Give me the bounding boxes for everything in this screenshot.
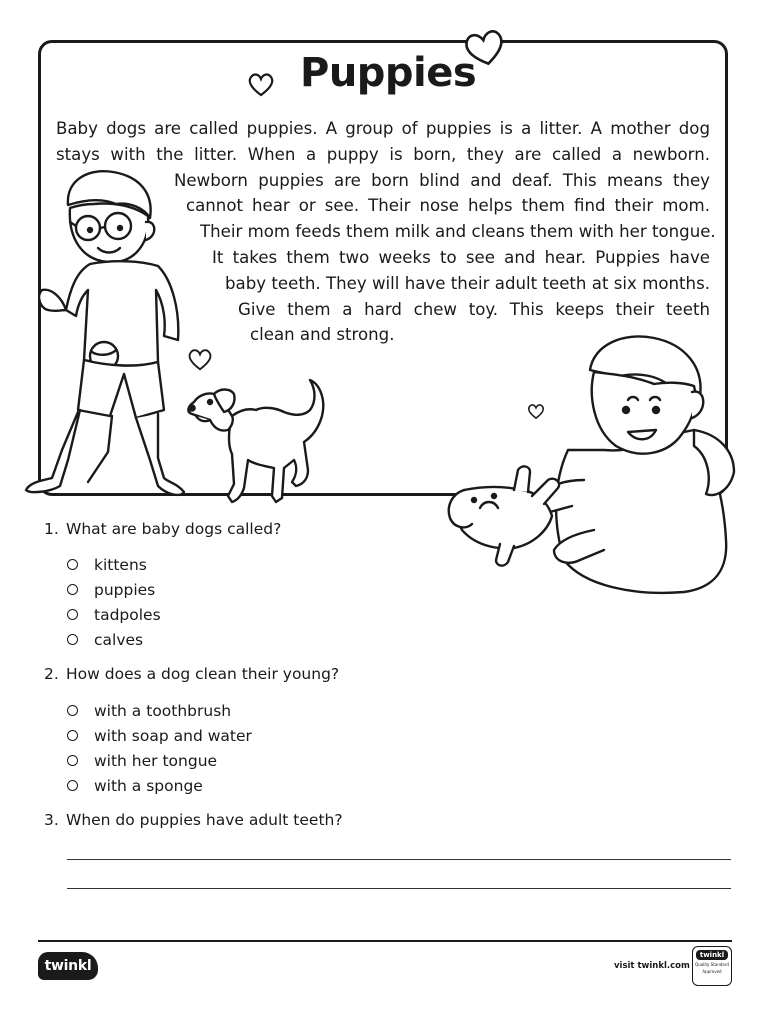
visit-link[interactable]: visit twinkl.com <box>614 961 690 971</box>
question-2 <box>44 665 339 683</box>
passage-line: Baby dogs are called puppies. A group of puppies is a litter. A mother dog <box>56 119 710 138</box>
option-soap-and-water[interactable] <box>67 723 252 748</box>
option-sponge[interactable] <box>67 773 252 798</box>
radio-button[interactable] <box>67 559 78 570</box>
boy-walking-illustration <box>18 160 198 510</box>
answer-line[interactable] <box>67 859 731 860</box>
question-number: 2. <box>44 665 59 683</box>
passage-line: Newborn puppies are born blind and deaf. This means they <box>174 170 710 190</box>
question-3 <box>44 811 343 829</box>
passage-line: baby teeth. They will have their adult teeth at six months. <box>225 273 710 293</box>
option-calves[interactable] <box>67 627 161 652</box>
option-label: with her tongue <box>94 751 218 770</box>
option-toothbrush[interactable] <box>67 698 252 723</box>
passage-line: cannot hear or see. Their nose helps them find their mom. <box>186 196 710 216</box>
passage-line: Give them a hard chew toy. This keeps their teeth <box>238 299 710 319</box>
option-her-tongue[interactable] <box>67 748 252 773</box>
answer-line[interactable] <box>67 888 731 889</box>
option-puppies[interactable] <box>67 577 161 602</box>
radio-button[interactable] <box>67 584 78 595</box>
radio-button[interactable] <box>67 609 78 620</box>
badge-text: Approved <box>702 969 722 974</box>
boy-with-puppy-illustration <box>444 330 744 610</box>
option-label: with a sponge <box>94 776 203 795</box>
heart-icon <box>246 70 276 98</box>
page-title: Puppies <box>300 50 477 96</box>
radio-button[interactable] <box>67 705 78 716</box>
question-number: 3. <box>44 811 59 829</box>
quality-badge <box>692 946 732 986</box>
question-text: What are baby dogs called? <box>66 520 282 538</box>
option-label: calves <box>94 630 144 649</box>
dog-illustration <box>184 372 336 512</box>
radio-button[interactable] <box>67 634 78 645</box>
question-1 <box>44 520 281 538</box>
badge-logo: twinkl <box>696 950 728 960</box>
question-text: How does a dog clean their young? <box>66 665 340 683</box>
twinkl-logo[interactable]: twinkl <box>38 952 98 980</box>
radio-button[interactable] <box>67 780 78 791</box>
passage-line: clean and strong. <box>250 325 395 345</box>
option-label: with soap and water <box>94 726 252 745</box>
question-1-options <box>67 552 161 652</box>
passage-line: stays with the litter. When a puppy is born, they are called a newborn. <box>56 144 710 164</box>
radio-button[interactable] <box>67 755 78 766</box>
question-text: When do puppies have adult teeth? <box>66 811 343 829</box>
option-kittens[interactable] <box>67 552 161 577</box>
question-2-options <box>67 698 252 798</box>
option-label: kittens <box>94 555 147 574</box>
option-label: puppies <box>94 580 156 599</box>
option-label: with a toothbrush <box>94 701 232 720</box>
question-number: 1. <box>44 520 59 538</box>
badge-text: Quality Standard <box>695 962 729 967</box>
footer-divider <box>38 940 732 942</box>
passage-line: Their mom feeds them milk and cleans them with her tongue. <box>200 222 716 242</box>
passage-line: It takes them two weeks to see and hear. Puppies have <box>212 247 710 267</box>
radio-button[interactable] <box>67 730 78 741</box>
option-label: tadpoles <box>94 605 161 624</box>
option-tadpoles[interactable] <box>67 602 161 627</box>
